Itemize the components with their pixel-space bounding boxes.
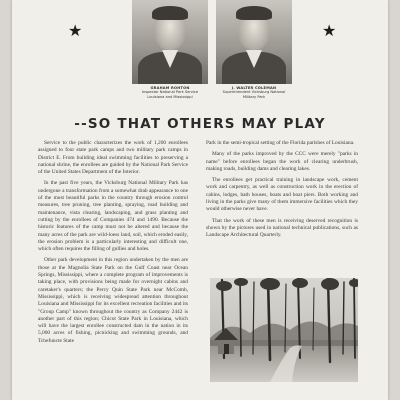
paragraph: Service to the public characterizes the work of 1,200 enrollees assigned to four state park camps and two military park camps in District E. From building ideal swimming facilities to preserving a national shrine, the enrollees are guided by the National Park Service of the United States Department of the Interior.: [38, 140, 188, 176]
person-role: Inspector National Park Service: [141, 90, 199, 95]
right-column: [206, 140, 358, 244]
portrait-photo-rohton: [132, 0, 208, 84]
person-name: GRAHAM ROHTON: [150, 86, 190, 90]
left-column: [38, 140, 188, 349]
paragraph: The enrollees get practical training in landscape work, cement work and carpentry, as well as construction work in the erection of cabins, lodges, bath houses, boats and boat piers. Both working and living in the parks give many of them immersive facilities which they would otherwise never have.: [206, 177, 358, 213]
person-location: Louisiana and Mississippi: [147, 94, 193, 99]
person-name: J. WALTER COLEMAN: [231, 86, 277, 90]
portrait-caption-rohton: [125, 86, 215, 99]
person-role: Superintendent Vicksburg National: [222, 90, 286, 95]
star-icon-left: ★: [68, 23, 83, 40]
page-title: --SO THAT OTHERS MAY PLAY: [74, 116, 326, 132]
yearbook-page: [12, 0, 388, 400]
paragraph: That the work of these men is receiving deserved recognition is shown by the pictures used in national technical publications, such as Landscape Architectural Quarterly.: [206, 217, 358, 239]
paragraph: Many of the parks improved by the CCC were merely "parks in name" before enrollees began the work of clearing underbrush, making roads, building dams and clearing lakes.: [206, 151, 358, 172]
portrait-photo-coleman: [216, 0, 292, 84]
paragraph: Other park development in this region undertaken by the men are those at the Magnolia State Park on the Gulf Coast near Ocean Springs, Mississippi, where a complete program of improvements is taking place, with provisions being made for overnight cabins and caretaker's quarters; the Percy Quin State Park near McComb, Mississippi, which is receiving widespread attention throughout Louisiana and Mississippi for its excellent recreation facilities and its "Group Camp" known throughout the country as Company 2442 is another part of this region; Chicot State Park in Louisiana, which will have the largest enrollee constructed dam in the nation in its 5,000 acres of fishing, picnicking and swimming grounds, and Tchefuncte State: [38, 257, 188, 344]
paragraph: In the past five years, the Vicksburg National Military Park has undergone a transformation from a somewhat drab appearance to one of the most beautiful parks in the country through erosion control measures, tree pruning, tree planting, spraying, road building and maintenance, vista clearing, landscaping, and grass planting and cutting by the enrollees of Companies 474 and 1490. Because the historic features of the camp must not be altered and because the many acres of the park are wild-loess land, soil, which eroded easily, the erosion problem is a particularly interesting and difficult one, which often requires the filling of gullies and holes.: [38, 180, 188, 253]
portrait-caption-coleman: [209, 86, 299, 99]
paragraph: Park in the semi-tropical setting of the Florida parishes of Louisiana.: [206, 140, 355, 146]
person-location: Military Park: [242, 94, 266, 99]
park-photograph: [210, 278, 358, 382]
star-icon-right: ★: [322, 23, 337, 40]
